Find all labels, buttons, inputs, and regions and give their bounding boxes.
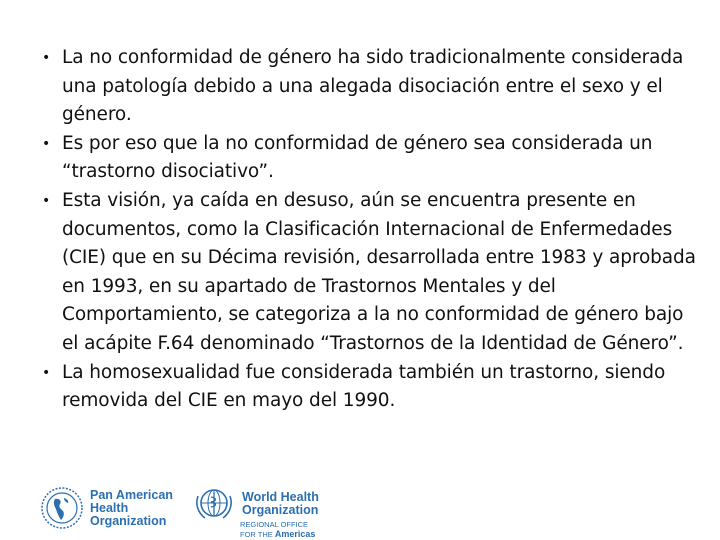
paho-line-2: Health (90, 500, 129, 515)
who-regional-office (240, 520, 319, 539)
bullet-item (40, 187, 700, 359)
paho-globe-icon (40, 486, 84, 530)
bullet-text: Es por eso que la no conformidad de género sea considerada un “trastorno disociativo”. (62, 132, 653, 183)
bullet-text: La no conformidad de género ha sido tradicionalmente considerada una patología debido a una alegada disociación entre el sexo y el género. (62, 47, 684, 126)
bullet-text: La homosexualidad fue considerada también un trastorno, siendo removida del CIE en mayo del 1990. (62, 361, 666, 412)
bullet-item (40, 44, 700, 130)
bullet-marker: • (42, 364, 51, 381)
who-emblem-icon (192, 486, 236, 522)
bullet-text: Esta visión, ya caída en desuso, aún se encuentra presente en documentos, como la Clasificación Internacional de Enfermedades (CIE) que en su Décima revisión, desarrollada entre 1983 y aprobada en 1993, en su apartado de Trastornos Mentales y del Comportamiento, se categoriza a la no conformidad de género bajo el acápite F.64 denominado “Trastornos de la Identidad de Género”. (62, 189, 696, 354)
paho-line-1: Pan American (90, 487, 173, 502)
bullet-marker: • (42, 192, 51, 209)
bullet-item (40, 359, 700, 416)
paho-logo (40, 486, 173, 530)
bullet-list (40, 44, 700, 416)
bullet-item (40, 130, 700, 187)
paho-line-3: Organization (90, 513, 167, 528)
who-line-1: World Health (242, 490, 319, 504)
bullet-marker: • (42, 50, 51, 66)
paho-wordmark (90, 489, 173, 528)
who-wordmark (242, 491, 319, 517)
who-line-2: Organization (242, 503, 319, 517)
who-sub-prefix: REGIONAL OFFICE FOR THE (240, 520, 309, 539)
bullet-marker: • (42, 135, 51, 152)
footer-logos (40, 486, 340, 539)
who-sub-region: Americas (274, 529, 316, 539)
who-logo (192, 486, 319, 539)
